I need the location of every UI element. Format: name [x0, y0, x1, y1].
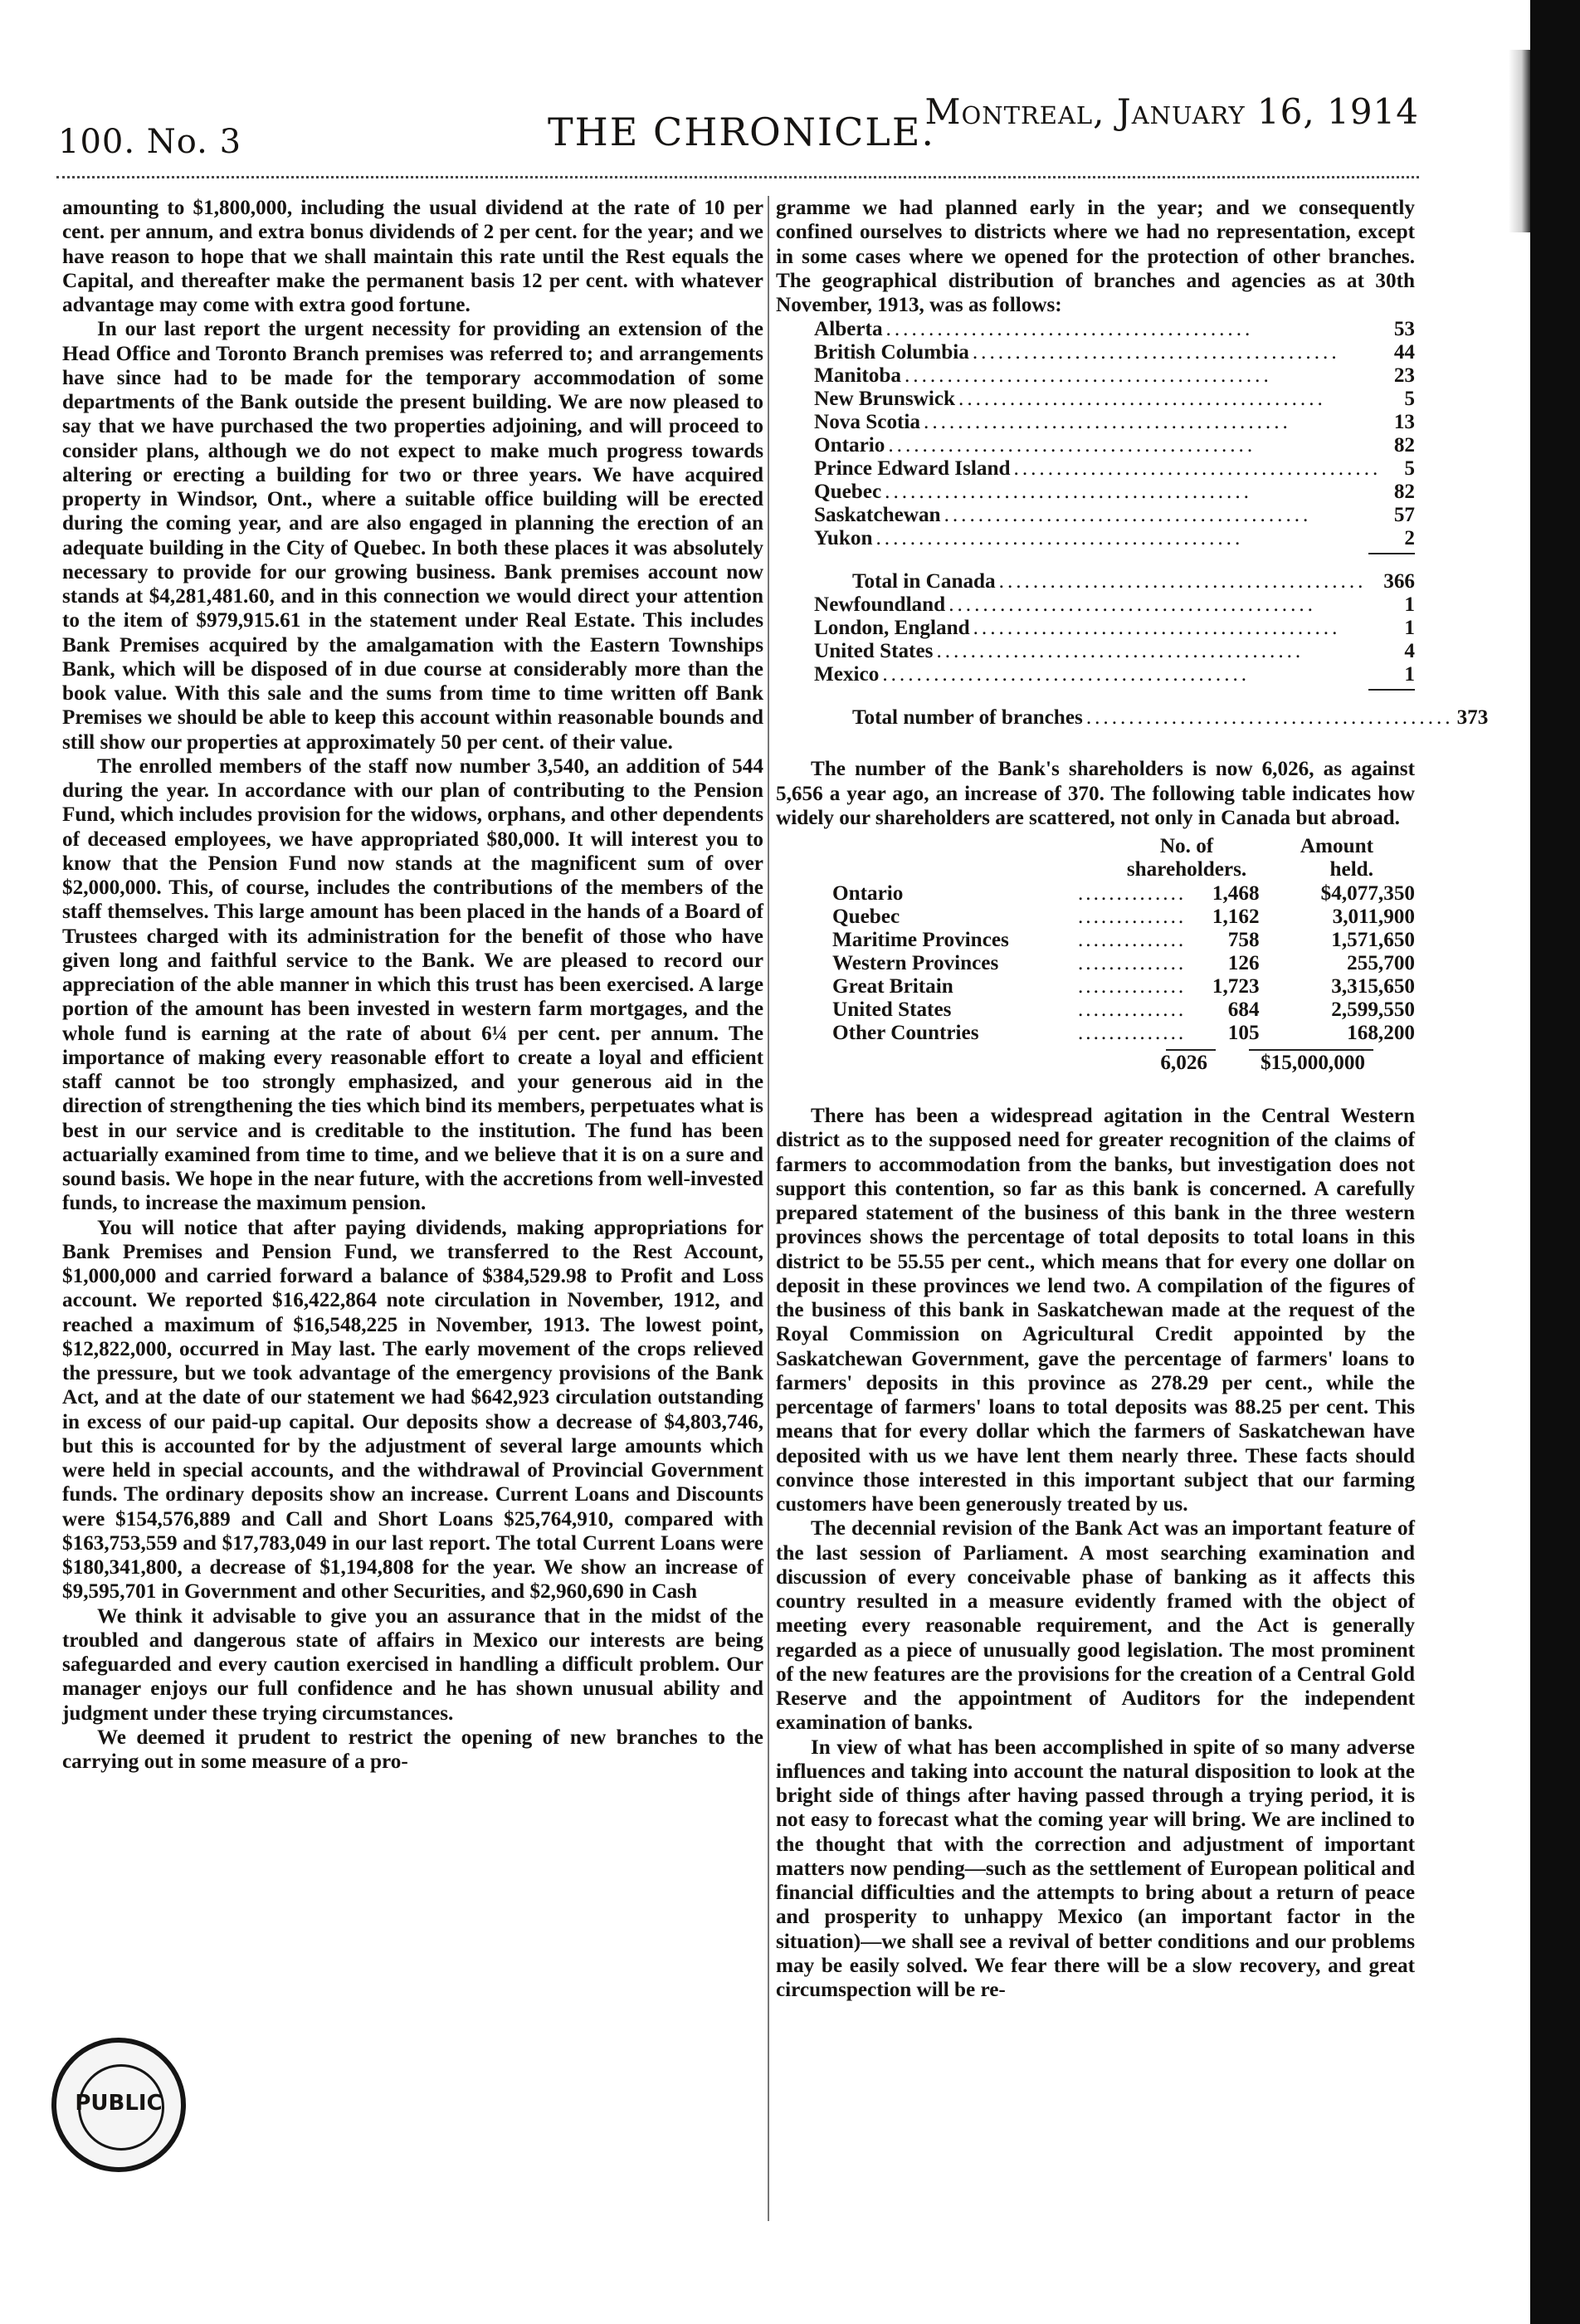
column-divider — [768, 196, 769, 2221]
list-item: Saskatchewan ........................................... 57 — [814, 504, 1415, 527]
list-item: Mexico ........................................... 1 — [814, 663, 1415, 686]
list-item: Quebec ........................................... 82 — [814, 481, 1415, 504]
shareholders-table — [776, 835, 1415, 1076]
table-row: Quebec .............. 1,162 3,011,900 — [832, 906, 1415, 928]
table-row: Other Countries .............. 105 168,200 — [832, 1022, 1415, 1044]
paragraph: In our last report the urgent necessity for providing an extension of the Head Office and Toronto Branch premises was referred to; and arrangements have since had to be made for the temporary accommodation of some departments of the Bank outside the present building. We are now pleased to say that we have purchased the two properties adjoining, and will proceed to consider plans, although we do not expect to make much progress towards altering or erecting a building for two or three years. We have acquired property in Windsor, Ont., where a suitable office building will be erected during the coming year, and are also engaged in planning the erection of an adequate building in the City of Quebec. In both these places it was absolutely necessary to provide for our growing business. Bank premises account now stands at $4,281,481.60, and in this connection we would direct your attention to the item of $979,915.61 in the statement under Real Estate. This includes Bank Premises acquired by the amalgamation with the Eastern Townships Bank, which will be disposed of in due course at considerably more than the book value. With this sale and the sums from time to time written off Bank Premises we should be able to keep this account within reasonable bounds and still show our properties at approximately 50 per cent. of their value. — [62, 318, 763, 754]
total-in-canada: Total in Canada ........................................... 366 — [852, 570, 1415, 593]
right-column — [776, 196, 1489, 2221]
paragraph: gramme we had planned early in the year; and we consequently confined ourselves to districts where we had no representation, except in some cases where we opened for the protection of other branches. The geographical distribution of branches and agencies as at 30th November, 1913, was as follows: — [776, 197, 1415, 316]
table-total: 6,026 $15,000,000 — [1160, 1052, 1365, 1074]
paragraph: In view of what has been accomplished in spite of so many adverse influences and taking into account the natural disposition to look at the bright side of things after having passed through a trying period, it is not easy to forecast what the coming year will bring. We are inclined to the thought that with the correction and adjustment of important matters now pending—such as the settlement of European political and financial difficulties and the attempts to bring about a return of peace and prosperity to unhappy Mexico (an important factor in the situation)—we shall see a revival of better conditions and our problems may be easily solved. We fear there will be a slow recovery, and great circumspection will be re- — [776, 1736, 1415, 2001]
sum-rule — [1368, 553, 1415, 559]
stamp-text: PUBLIC — [75, 2091, 163, 2116]
publication-title: THE CHRONICLE. — [548, 110, 936, 154]
list-item: British Columbia ........................................... 44 — [814, 341, 1415, 364]
paragraph: We think it advisable to give you an assurance that in the midst of the troubled and dangerous state of affairs in Mexico our interests are being safeguarded and every caution exercised in handling a difficult problem. Our manager enjoys our full confidence and he has shown unusual ability and judgment under these trying circumstances. — [62, 1604, 763, 1725]
list-item: Manitoba ........................................... 23 — [814, 364, 1415, 388]
page-edge-shadow — [1530, 0, 1580, 2324]
table-row: United States .............. 684 2,599,550 — [832, 998, 1415, 1021]
left-column — [62, 196, 763, 2221]
table-row: Ontario .............. 1,468 $4,077,350 — [832, 882, 1415, 905]
list-item: Newfoundland ........................................... 1 — [814, 593, 1415, 617]
page-number: 100. No. 3 — [58, 123, 242, 161]
paragraph: We deemed it prudent to restrict the opening of new branches to the carrying out in some measure of a pro- — [62, 1726, 763, 1773]
page-header — [58, 91, 1419, 161]
paragraph: The enrolled members of the staff now number 3,540, an addition of 544 during the year. In accordance with our plan of contributing to the Pension Fund, which includes provision for the widows, orphans, and other dependents of deceased employees, we have appropriated $80,000. It will interest you to know that the Pension Fund now stands at the magnificent sum of over $2,000,000. This, of course, includes the contributions of the members of the staff themselves. This large amount has been placed in the hands of a Board of Trustees charged with its administration for the benefit of those who have given long and faithful service to the Bank. We are pleased to record our appreciation of the able manner in which this trust has been exercised. A large portion of the amount has been invested in western farm mortgages, and the whole fund is earning at the rate of about 6¼ per cent. per annum. The importance of making every reasonable effort to create a loyal and efficient staff cannot be too strongly emphasized, and your generous aid in the direction of strengthening the ties which bind its members, perpetuates what is best in our service and is creditable to the institution. The fund has been actuarially examined from time to time, and we believe that it is on a sure and sound basis. We hope in the near future, with the accretions from well-invested funds, to increase the maximum pension. — [62, 754, 763, 1215]
library-stamp — [51, 2038, 186, 2172]
list-item: London, England ........................................... 1 — [814, 617, 1415, 640]
list-item: New Brunswick ........................................... 5 — [814, 388, 1415, 411]
table-header: No. of shareholders. Amount held. — [1126, 835, 1373, 881]
list-item: Prince Edward Island ........................................... 5 — [814, 457, 1415, 481]
branch-list — [776, 317, 1489, 730]
total-branches: Total number of branches ........................................... 373 — [852, 706, 1489, 730]
place-date: Montreal, January 16, 1914 — [924, 91, 1419, 132]
paragraph: There has been a widespread agitation in the Central Western district as to the supposed need for greater recognition of the claims of farmers to accommodation from the banks, but investigation does not support this contention, so far as this bank is concerned. A carefully prepared statement of the business of this bank in the three western provinces shows the percentage of total deposits to total loans in this district to be 55.55 per cent., which means that for every one dollar on deposit in these provinces we lend two. A compilation of the figures of the business of this bank in Saskatchewan made at the request of the Royal Commission on Agricultural Credit appointed by the Saskatchewan Government, gave the percentage of farmers' loans to farmers' deposits in this province as 278.29 per cent., while the percentage of farmers' loans to total deposits was 88.25 per cent. This means that for every dollar which the farmers of Saskatchewan have deposited with us we have lent them nearly three. These facts should convince those interested in this important subject that our farming customers have been generously treated by us. — [776, 1105, 1415, 1516]
table-row: Great Britain .............. 1,723 3,315,650 — [832, 975, 1415, 998]
table-row: Western Provinces .............. 126 255,700 — [832, 952, 1415, 974]
paragraph: amounting to $1,800,000, including the usual dividend at the rate of 10 per cent. per annum, and extra bonus dividends of 2 per cent. for the year; and we have reason to hope that we shall maintain this rate until the Rest equals the Capital, and thereafter make the permanent basis 12 per cent. with whatever advantage may come with extra good fortune. — [62, 197, 763, 316]
list-item: United States ........................................... 4 — [814, 640, 1415, 663]
list-item: Ontario ........................................... 82 — [814, 434, 1415, 457]
header-rule — [56, 176, 1419, 178]
list-item: Alberta ........................................... 53 — [814, 318, 1415, 341]
table-row: Maritime Provinces .............. 758 1,571,650 — [832, 929, 1415, 951]
paragraph: The number of the Bank's shareholders is now 6,026, as against 5,656 a year ago, an increase of 370. The following table indicates how widely our shareholders are scattered, not only in Canada but abroad. — [776, 758, 1415, 829]
list-item: Yukon ........................................... 2 — [814, 527, 1415, 550]
page-curl — [1509, 50, 1530, 232]
sum-rule — [1368, 689, 1415, 696]
paragraph: You will notice that after paying dividends, making appropriations for Bank Premises and Pension Fund, we transferred to the Rest Account, $1,000,000 and carried forward a balance of $384,529.98 to Profit and Loss account. We reported $16,422,864 note circulation in November, 1912, and reached a maximum of $16,548,225 in November, 1913. The lowest point, $12,822,000, occurred in May last. The early movement of the crops relieved the pressure, but we took advantage of the emergency provisions of the Bank Act, and at the date of our statement we had $642,923 circulation outstanding in excess of our paid-up capital. Our deposits show a decrease of $4,803,746, but this is accounted for by the adjustment of several large amounts which were held in special accounts, and the withdrawal of Provincial Government funds. The ordinary deposits show an increase. Current Loans and Discounts were $154,576,889 and Call and Short Loans $25,764,910, compared with $163,753,559 and $17,783,049 in our last report. The total Current Loans were $180,341,800, a decrease of $1,194,808 for the year. We show an increase of $9,595,701 in Government and other Securities, and $2,960,690 in Cash — [62, 1216, 763, 1604]
list-item: Nova Scotia ........................................... 13 — [814, 411, 1415, 434]
paragraph: The decennial revision of the Bank Act was an important feature of the last session of Parliament. A most searching examination and discussion of every conceivable phase of banking as it affects this country resulted in a measure evidently framed with the object of meeting every reasonable requirement, and the Act is generally regarded as a piece of unusually good legislation. The most prominent of the new features are the provisions for the creation of a Central Gold Reserve and the appointment of Auditors for the independent examination of banks. — [776, 1517, 1415, 1735]
